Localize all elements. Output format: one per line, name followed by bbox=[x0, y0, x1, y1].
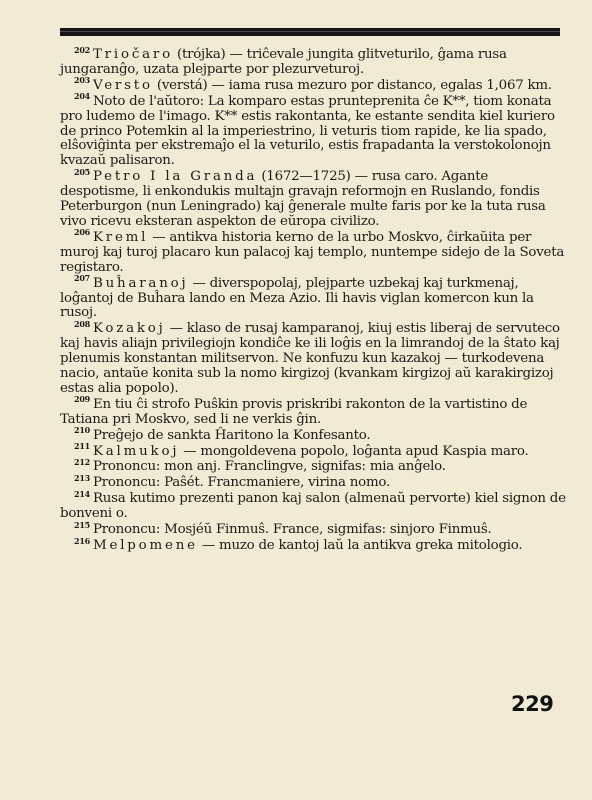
footnote bbox=[60, 318, 568, 397]
footnote-text: (verstá) — iama rusa mezuro por distanco, egalas 1,067 km. bbox=[152, 77, 552, 93]
footnote-term: Kreml bbox=[92, 229, 149, 245]
footnote bbox=[60, 472, 568, 491]
footnote-text: Prononcu: Mosjéŭ Finmuŝ. France, sigmifas: sinjoro Finmuŝ. bbox=[92, 522, 492, 538]
footnote-number: 203 bbox=[74, 75, 90, 86]
footnote bbox=[60, 91, 568, 170]
footnote bbox=[60, 488, 568, 522]
footnote-term: Versto bbox=[92, 77, 153, 93]
footnote-text: — klaso de rusaj kamparanoj, kiuj estis liberaj de servuteco kaj havis aliajn privilegiojn kondiĉe ke ili loĝis en la limrandoj de la ŝtato kaj plenumis konstantan militservon. Ne konfuzu kun kazakoj — turkodevena nacio, antaŭe konita sub la nomo kirgizoj (kvankam kirgizoj aŭ karakirgizoj estas alia popolo). bbox=[60, 321, 560, 396]
footnote-term: Kozakoj bbox=[92, 321, 166, 337]
footnote bbox=[60, 273, 568, 322]
footnote bbox=[60, 519, 568, 538]
footnote-number: 212 bbox=[74, 457, 90, 467]
footnote-number: 206 bbox=[74, 227, 90, 238]
footnote bbox=[60, 44, 568, 78]
footnote bbox=[60, 457, 568, 475]
footnote-number: 213 bbox=[74, 472, 90, 483]
footnote bbox=[60, 441, 568, 460]
footnote bbox=[60, 75, 568, 94]
footnote-number: 214 bbox=[74, 488, 90, 499]
footnote-number: 205 bbox=[74, 166, 90, 177]
footnote-text: Preĝejo de sankta Ĥaritono la Konfesanto. bbox=[92, 427, 371, 443]
footnote-text: Prononcu: Paŝét. Francmaniere, virina nomo. bbox=[92, 475, 390, 491]
footnote-number: 210 bbox=[74, 425, 90, 436]
footnote-text: — muzo de kantoj laŭ la antikva greka mitologio. bbox=[197, 538, 523, 553]
footnote-text: Prononcu: mon anj. Franclingve, signifas: mia anĝelo. bbox=[92, 459, 446, 475]
footnote-text: Rusa kutimo prezenti panon kaj salon (almenaŭ pervorte) kiel signon de bonveni o. bbox=[60, 491, 566, 522]
footnote-term: Melpomene bbox=[92, 538, 198, 553]
footnote-text: (1672—1725) — rusa caro. Agante despotisme, li enkondukis multajn gravajn reformojn en Ruslando, fondis Peterburgon (nun Leningrado) kaj ĝenerale multe faris por ke la tuta rusa vivo ricevu eksteran aspekton de eŭropa civilizo. bbox=[60, 169, 546, 229]
footnote bbox=[60, 425, 568, 444]
footnote-number: 208 bbox=[74, 318, 90, 329]
footnote-text: Noto de l'aŭtoro: La komparo estas prunteprenita ĉe K**, tiom konata pro ludemo de l'imago. K** estis rakontanta, ke estante sendita kiel kuriero de princo Potemkin al la imperiestrino, li veturis tiom rapide, ke lia spado, elŝoviĝinta per ekstremaĵo el la veturilo, estis frapadanta la verstokolonojn kvazaŭ palisaron. bbox=[60, 93, 555, 169]
footnote bbox=[60, 394, 568, 428]
footnote bbox=[60, 166, 568, 230]
footnotes bbox=[60, 44, 568, 555]
footnote-term: Kalmukoj bbox=[92, 443, 180, 459]
footnote bbox=[60, 227, 568, 276]
footnote-text: — antikva historia kerno de la urbo Moskvo, ĉirkaŭita per muroj kaj turoj placaro kun palacoj kaj templo, nuntempe sidejo de la Soveta registaro. bbox=[60, 229, 565, 275]
footnote-term: Buĥaranoj bbox=[92, 275, 189, 291]
footnote-text: — diverspopolaj, plejparte uzbekaj kaj turkmenaj, loĝantoj de Buĥara lando en Meza Azio. Ili havis viglan komercon kun la rusoj. bbox=[60, 275, 534, 321]
footnote-number: 215 bbox=[74, 519, 90, 530]
footnote-term: Petro I la Granda bbox=[92, 169, 258, 185]
page-number: 229 bbox=[511, 692, 554, 716]
footnote-text: En tiu ĉi strofo Puŝkin provis priskribi rakonton de la vartistino de Tatiana pri Moskvo, sed li ne verkis ĝin. bbox=[60, 396, 528, 427]
footnote bbox=[60, 535, 568, 554]
footnote-number: 209 bbox=[74, 394, 90, 405]
footnote-number: 216 bbox=[74, 535, 90, 546]
footnote-number: 202 bbox=[74, 44, 90, 55]
footnote-number: 211 bbox=[74, 441, 90, 452]
footnote-number: 204 bbox=[74, 91, 90, 102]
header-rule bbox=[60, 28, 560, 36]
footnote-text: — mongoldevena popolo, loĝanta apud Kaspia maro. bbox=[179, 443, 529, 459]
footnote-number: 207 bbox=[74, 273, 90, 284]
footnote-text: (trójka) — triĉevale jungita glitveturilo, ĝama rusa jungaranĝo, uzata plejparte por plezurveturoj. bbox=[60, 47, 507, 77]
footnote-term: Triočaro bbox=[92, 47, 173, 62]
